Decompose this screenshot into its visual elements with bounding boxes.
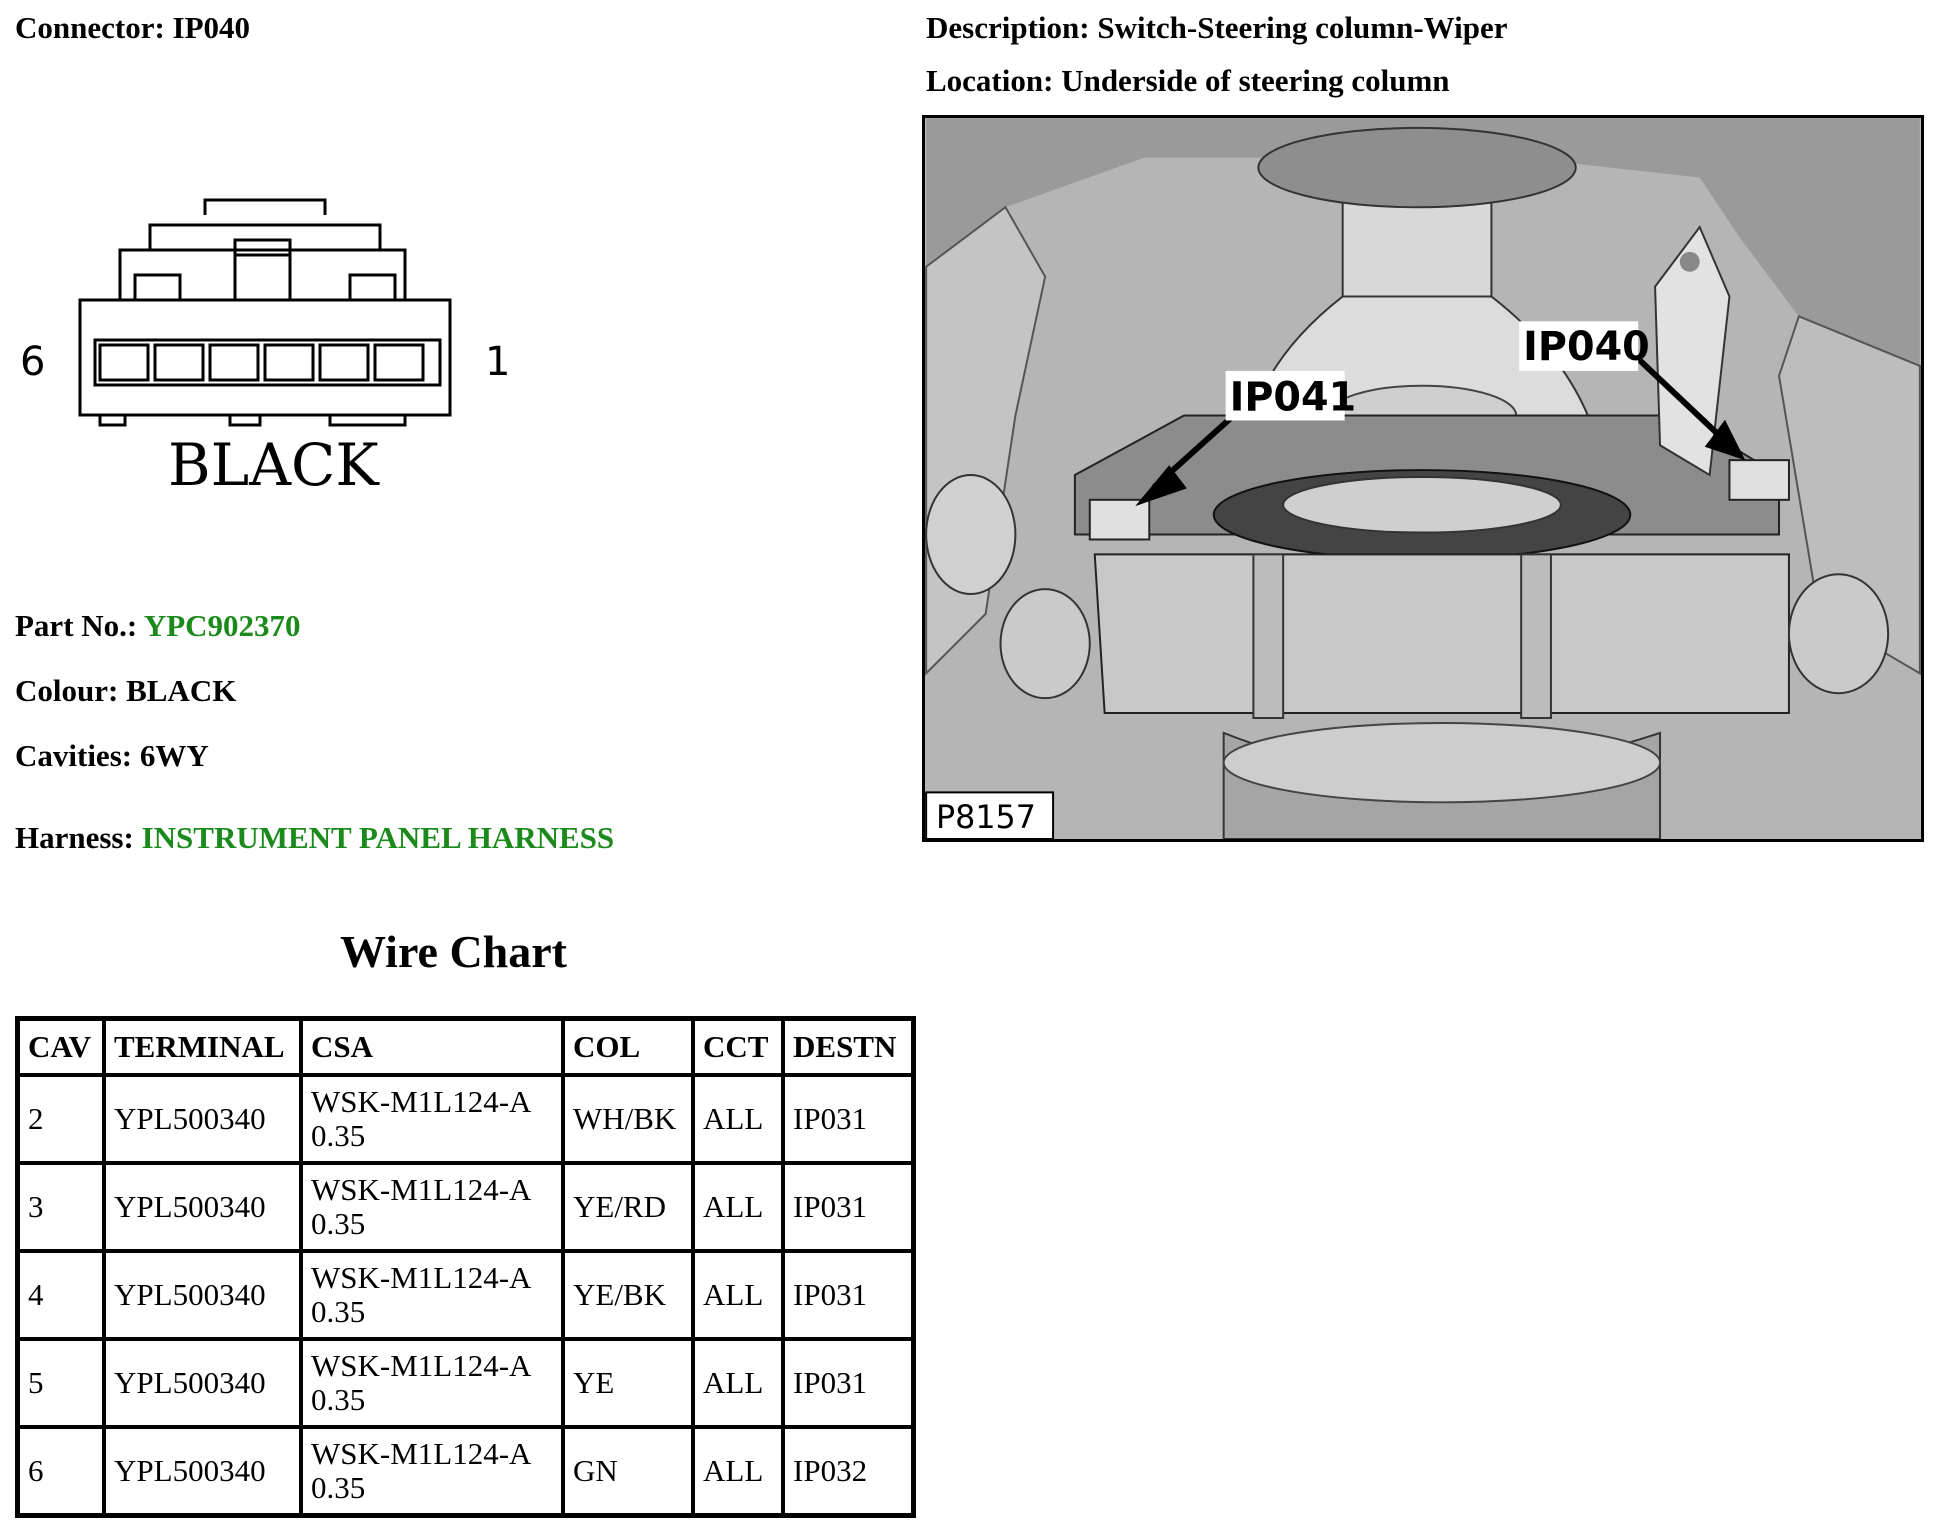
table-row xyxy=(18,1339,914,1427)
location-label: Location: xyxy=(926,63,1054,98)
cavities-field xyxy=(15,738,209,774)
csa-spec: WSK-M1L124-A xyxy=(311,1260,532,1295)
harness-link[interactable]: INSTRUMENT PANEL HARNESS xyxy=(141,820,615,855)
connector-field xyxy=(15,10,250,46)
table-row xyxy=(18,1251,914,1339)
cell-csa xyxy=(301,1427,563,1516)
location-photo xyxy=(922,115,1924,842)
cell-destn: IP031 xyxy=(783,1251,914,1339)
csa-spec: WSK-M1L124-A xyxy=(311,1084,532,1119)
callout-ip041: IP041 xyxy=(1229,374,1357,421)
csa-size: 0.35 xyxy=(311,1294,366,1329)
csa-spec: WSK-M1L124-A xyxy=(311,1172,532,1207)
pin-number-right: 1 xyxy=(485,339,510,385)
cell-col: YE/RD xyxy=(563,1163,693,1251)
cell-col: GN xyxy=(563,1427,693,1516)
csa-size: 0.35 xyxy=(311,1206,366,1241)
cell-col: YE/BK xyxy=(563,1251,693,1339)
header-col: COL xyxy=(563,1019,693,1076)
cell-cav: 3 xyxy=(18,1163,105,1251)
cell-destn: IP031 xyxy=(783,1163,914,1251)
description-field xyxy=(926,10,1508,46)
csa-size: 0.35 xyxy=(311,1118,366,1153)
photo-reference: P8157 xyxy=(936,800,1036,837)
table-header-row xyxy=(18,1019,914,1076)
part-no-link[interactable]: YPC902370 xyxy=(143,608,301,643)
cell-csa xyxy=(301,1163,563,1251)
table-row xyxy=(18,1075,914,1163)
cell-csa xyxy=(301,1339,563,1427)
cell-destn: IP031 xyxy=(783,1339,914,1427)
cell-terminal: YPL500340 xyxy=(104,1427,301,1516)
wire-chart-table xyxy=(15,1016,916,1518)
diagram-colour-text: BLACK xyxy=(168,431,379,499)
cell-cct: ALL xyxy=(693,1075,783,1163)
colour-label: Colour: xyxy=(15,673,119,708)
location-field xyxy=(926,63,1450,99)
csa-spec: WSK-M1L124-A xyxy=(311,1436,532,1471)
pin-number-left: 6 xyxy=(20,339,46,385)
cell-terminal: YPL500340 xyxy=(104,1163,301,1251)
colour-field xyxy=(15,673,236,709)
cavities-value: 6WY xyxy=(139,738,209,773)
cell-csa xyxy=(301,1251,563,1339)
wire-chart-title: Wire Chart xyxy=(340,926,567,977)
header-terminal: TERMINAL xyxy=(104,1019,301,1076)
cell-csa xyxy=(301,1075,563,1163)
cavities-label: Cavities: xyxy=(15,738,133,773)
cell-cct: ALL xyxy=(693,1427,783,1516)
cell-cct: ALL xyxy=(693,1339,783,1427)
cell-cct: ALL xyxy=(693,1251,783,1339)
connector-label: Connector: xyxy=(15,10,165,45)
cell-cav: 5 xyxy=(18,1339,105,1427)
connector-face-diagram xyxy=(10,190,510,510)
description-label: Description: xyxy=(926,10,1090,45)
header-cct: CCT xyxy=(693,1019,783,1076)
connector-value: IP040 xyxy=(172,10,251,45)
cell-terminal: YPL500340 xyxy=(104,1339,301,1427)
colour-value: BLACK xyxy=(126,673,237,708)
cell-cav: 6 xyxy=(18,1427,105,1516)
cell-destn: IP031 xyxy=(783,1075,914,1163)
harness-label: Harness: xyxy=(15,820,134,855)
header-destn: DESTN xyxy=(783,1019,914,1076)
cell-terminal: YPL500340 xyxy=(104,1251,301,1339)
cell-col: YE xyxy=(563,1339,693,1427)
part-no-field xyxy=(15,608,301,644)
callout-ip040: IP040 xyxy=(1523,323,1650,370)
location-value: Underside of steering column xyxy=(1061,63,1450,98)
cell-cct: ALL xyxy=(693,1163,783,1251)
csa-spec: WSK-M1L124-A xyxy=(311,1348,532,1383)
header-cav: CAV xyxy=(18,1019,105,1076)
cell-cav: 2 xyxy=(18,1075,105,1163)
csa-size: 0.35 xyxy=(311,1470,366,1505)
cell-destn: IP032 xyxy=(783,1427,914,1516)
description-value: Switch-Steering column-Wiper xyxy=(1097,10,1508,45)
table-row xyxy=(18,1163,914,1251)
csa-size: 0.35 xyxy=(311,1382,366,1417)
part-no-label: Part No.: xyxy=(15,608,138,643)
cell-col: WH/BK xyxy=(563,1075,693,1163)
cell-terminal: YPL500340 xyxy=(104,1075,301,1163)
header-csa: CSA xyxy=(301,1019,563,1076)
table-row xyxy=(18,1427,914,1516)
cell-cav: 4 xyxy=(18,1251,105,1339)
harness-field xyxy=(15,820,614,856)
